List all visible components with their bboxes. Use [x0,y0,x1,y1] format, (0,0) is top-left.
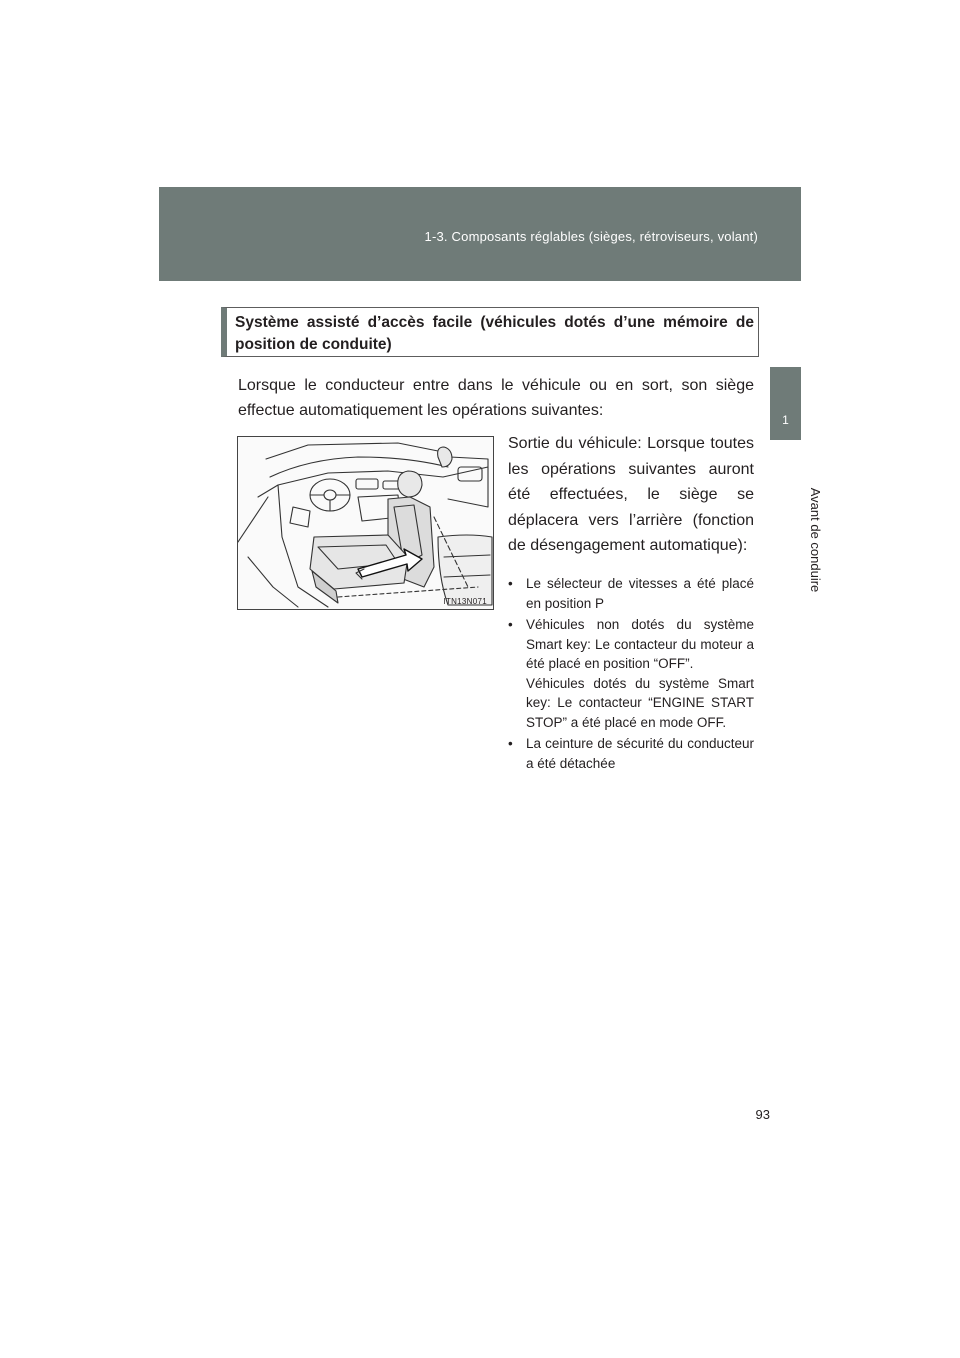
list-item [508,615,754,732]
chapter-header [159,187,801,281]
bullet-dot: • [508,736,513,751]
figure-code: ITN13N071 [443,597,487,606]
list-item [508,734,754,773]
section-title: Système assisté d’accès facile (véhicules dotés d’une mémoire de position de conduite) [235,314,754,353]
chapter-tab-number: 1 [782,413,789,427]
car-interior-drawing [238,437,493,609]
bullet-dot: • [508,576,513,591]
page-number: 93 [755,1107,770,1122]
section-heading-box [221,307,759,357]
list-item-text-secondary: Véhicules dotés du système Smart key: Le contacteur “ENGINE START STOP” a été placé en mode OFF. [526,675,754,730]
list-item-text: Le sélecteur de vitesses a été placé en position P [526,576,754,611]
chapter-tab [770,367,801,440]
intro-paragraph: Lorsque le conducteur entre dans le véhicule ou en sort, son siège effectue automatiquement les opérations suivantes: [238,377,754,419]
list-item [508,574,754,613]
list-item-text: Véhicules non dotés du système Smart key: Le contacteur du moteur a été placé en position “OFF”. [526,617,754,671]
list-item-text: La ceinture de sécurité du conducteur a été détachée [526,736,754,771]
exit-description: Sortie du véhicule: Lorsque toutes les opérations suivantes auront été effectuées, le siège se déplacera vers l’arrière (fonction de désengagement automatique): [508,435,754,554]
seat-illustration [237,436,494,610]
chapter-side-label: Avant de conduire [808,487,823,593]
bullet-dot: • [508,617,513,632]
chapter-title: 1-3. Composants réglables (sièges, rétroviseurs, volant) [424,229,758,244]
condition-list [508,574,754,775]
